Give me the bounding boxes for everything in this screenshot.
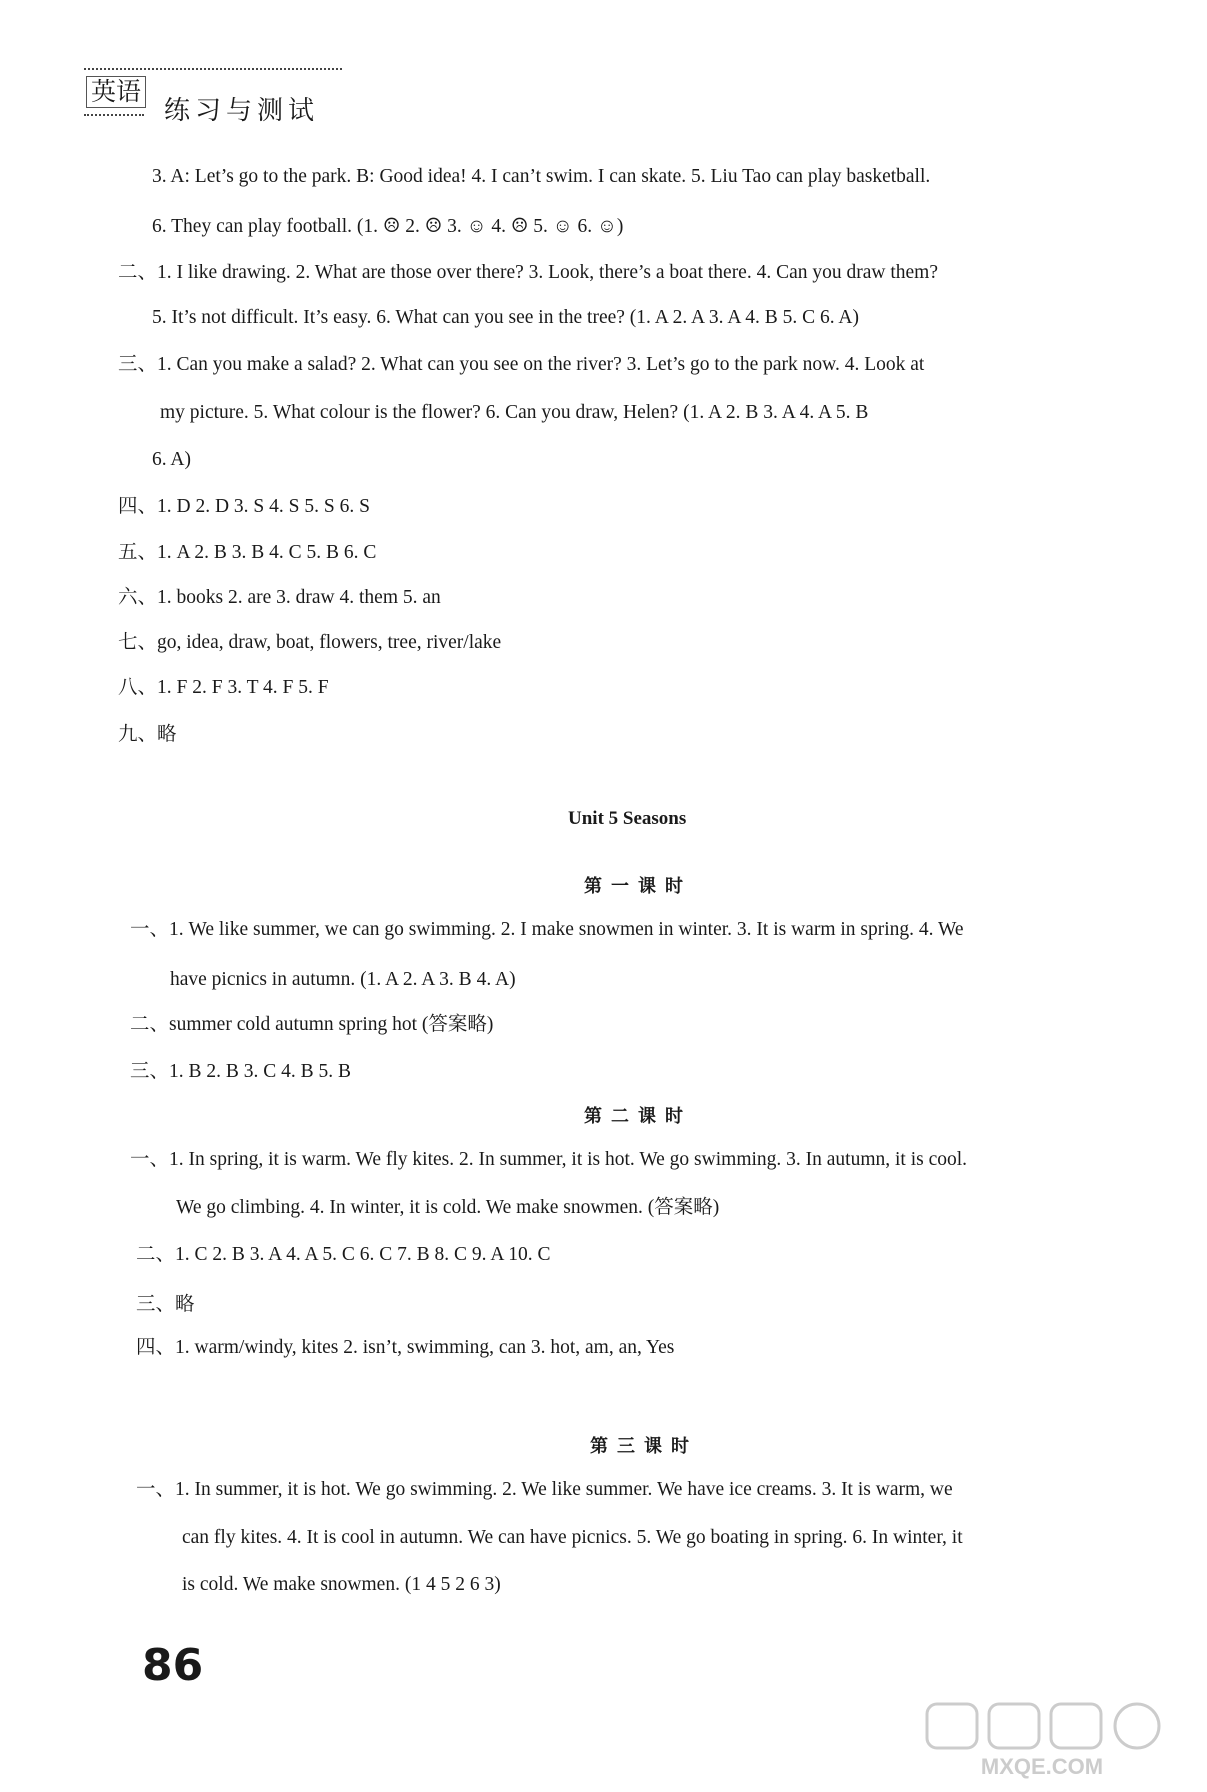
unit-heading: Unit 5 Seasons — [568, 808, 687, 829]
page-number: 86 — [142, 1640, 204, 1691]
answer-line: have picnics in autumn. (1. A 2. A 3. B 4. A) — [170, 969, 516, 990]
page-header — [84, 68, 344, 128]
book-title: 练习与测试 — [164, 96, 320, 126]
header-dotted-rule — [84, 68, 342, 70]
answer-line: 一、1. In spring, it is warm. We fly kites. 2. In summer, it is hot. We go swimming. 3. In autumn, it is cool. — [130, 1149, 968, 1170]
answer-line: 六、1. books 2. are 3. draw 4. them 5. an — [118, 587, 441, 608]
answer-line: 一、1. In summer, it is hot. We go swimming. 2. We like summer. We have ice creams. 3. It is warm, we — [136, 1479, 953, 1500]
answer-line: 四、1. warm/windy, kites 2. isn’t, swimming, can 3. hot, am, an, Yes — [136, 1337, 675, 1358]
subject-label: 英语 — [86, 76, 146, 108]
answer-line: 一、1. We like summer, we can go swimming. 2. I make snowmen in winter. 3. It is warm in spring. 4. We — [130, 919, 964, 940]
watermark-text: MXQE.COM — [980, 1754, 1104, 1779]
answer-line: 6. A) — [152, 449, 191, 470]
answer-line: 九、略 — [118, 724, 177, 745]
answer-line: 6. They can play football. (1. ☹ 2. ☹ 3. ☺ 4. ☹ 5. ☺ 6. ☺) — [152, 216, 624, 237]
answer-line: 二、1. C 2. B 3. A 4. A 5. C 6. C 7. B 8. C 9. A 10. C — [136, 1244, 551, 1265]
answer-line: 5. It’s not difficult. It’s easy. 6. What can you see in the tree? (1. A 2. A 3. A 4. B 5. C 6. A) — [152, 307, 859, 328]
answer-line: 四、1. D 2. D 3. S 4. S 5. S 6. S — [118, 496, 370, 517]
answer-line: 三、1. B 2. B 3. C 4. B 5. B — [130, 1061, 352, 1082]
lesson-heading: 第三课时 — [590, 1436, 698, 1457]
answer-line: can fly kites. 4. It is cool in autumn. We can have picnics. 5. We go boating in spring. 6. In winter, it — [182, 1527, 963, 1548]
answer-line: my picture. 5. What colour is the flower? 6. Can you draw, Helen? (1. A 2. B 3. A 4. A 5. B — [160, 402, 869, 423]
watermark-logo — [917, 1700, 1167, 1780]
answer-line: 七、go, idea, draw, boat, flowers, tree, river/lake — [118, 632, 502, 653]
answer-line: 二、1. I like drawing. 2. What are those over there? 3. Look, there’s a boat there. 4. Can you draw them? — [118, 262, 938, 283]
lesson-heading: 第二课时 — [584, 1106, 692, 1127]
answer-line: 3. A: Let’s go to the park. B: Good idea! 4. I can’t swim. I can skate. 5. Liu Tao can play basketball. — [152, 166, 931, 187]
answer-line: 八、1. F 2. F 3. T 4. F 5. F — [118, 677, 329, 698]
subject-dotted-rule — [84, 114, 144, 116]
answer-line: 五、1. A 2. B 3. B 4. C 5. B 6. C — [118, 542, 377, 563]
answer-line: We go climbing. 4. In winter, it is cold. We make snowmen. (答案略) — [176, 1197, 720, 1218]
answer-line: 三、略 — [136, 1294, 195, 1315]
answer-line: 二、summer cold autumn spring hot (答案略) — [130, 1014, 494, 1035]
answer-line: is cold. We make snowmen. (1 4 5 2 6 3) — [182, 1574, 501, 1595]
answer-line: 三、1. Can you make a salad? 2. What can you see on the river? 3. Let’s go to the park now. 4. Look at — [118, 354, 925, 375]
lesson-heading: 第一课时 — [584, 876, 692, 897]
